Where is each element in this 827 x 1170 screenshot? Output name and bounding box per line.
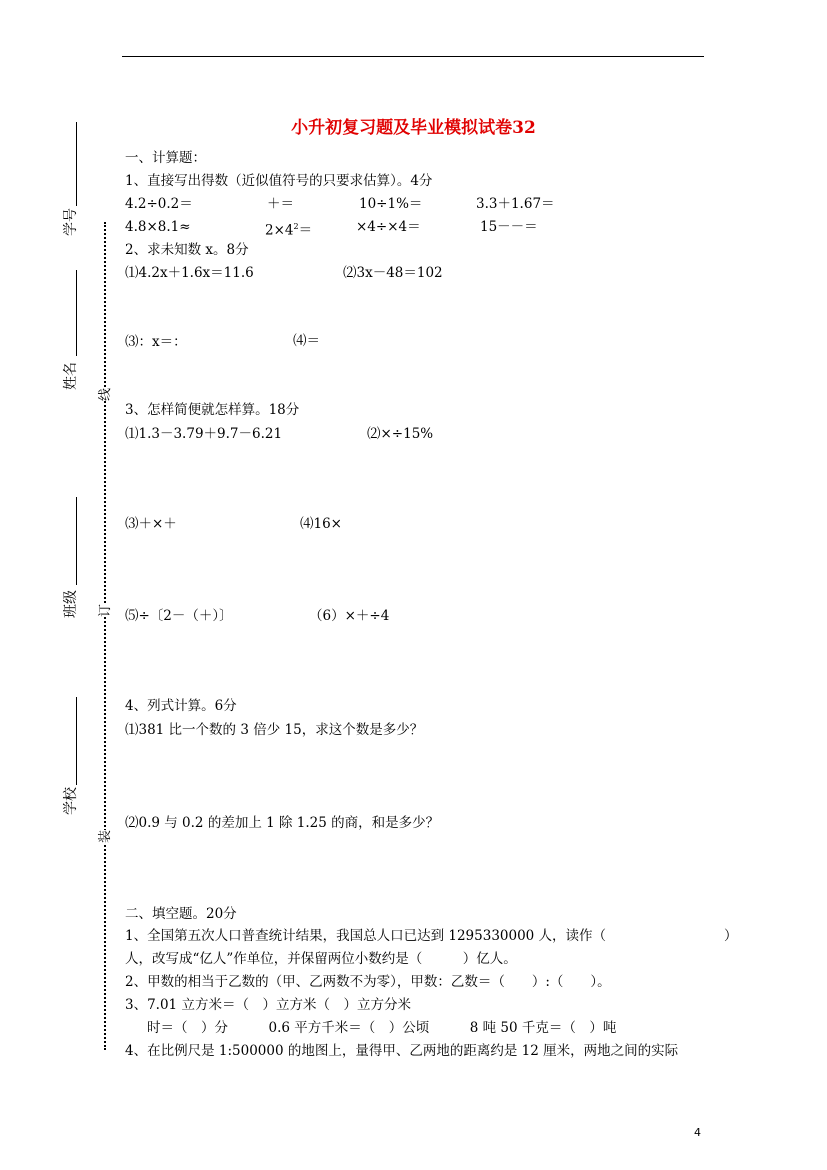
section2-heading: 二、填空题。20分 xyxy=(125,906,237,922)
binding-mark-ding: 订 xyxy=(98,603,114,618)
q1-item: ＋＝ xyxy=(267,196,294,212)
q4-item: ⑴381 比一个数的 3 倍少 15，求这个数是多少？ xyxy=(125,722,424,738)
q1-item: 15－－＝ xyxy=(480,219,538,235)
q1-item: 4.8×8.1≈ xyxy=(125,219,191,235)
class-label: 班级 xyxy=(63,590,79,618)
name-underline xyxy=(76,270,77,356)
q3-item: ⑸÷〔2－（＋）〕 xyxy=(125,608,233,624)
binding-mark-zhuang: 装 xyxy=(98,829,114,844)
q2-item: ⑵3x－48＝102 xyxy=(343,265,443,281)
header-rule xyxy=(122,56,704,57)
q4-item: ⑵0.9 与 0.2 的差加上 1 除 1.25 的商，和是多少？ xyxy=(125,815,440,831)
binding-mark-line: 线 xyxy=(98,387,114,402)
q4-heading: 4、列式计算。6分 xyxy=(125,698,237,714)
fill-q3-line2: 时＝（ ）分 0.6 平方千米＝（ ）公顷 8 吨 50 千克＝（ ）吨 xyxy=(147,1020,617,1036)
section1-heading: 一、计算题： xyxy=(125,150,206,166)
q1-heading: 1、直接写出得数（近似值符号的只要求估算）。4分 xyxy=(125,173,433,189)
page-title: 小升初复习题及毕业模拟试卷32 xyxy=(291,118,536,138)
fill-q2: 2、甲数的相当于乙数的（甲、乙两数不为零），甲数：乙数＝（ ）:（ ）。 xyxy=(125,974,611,990)
q3-item: ⑵×÷15% xyxy=(367,426,434,442)
school-label: 学校 xyxy=(63,787,79,815)
q3-item: （6）×＋÷4 xyxy=(309,608,390,624)
q1-item: 3.3＋1.67＝ xyxy=(476,196,555,212)
q1-item-exponent: 2 xyxy=(293,222,299,231)
q1-item-equals: ＝ xyxy=(298,222,313,239)
q2-heading: 2、求未知数 x。8分 xyxy=(125,242,249,258)
school-underline xyxy=(76,697,77,785)
q1-item: ×4÷×4＝ xyxy=(356,219,421,235)
fill-q1-close: ） xyxy=(724,928,738,944)
q2-item: ⑷＝ xyxy=(293,333,320,349)
class-underline xyxy=(76,497,77,585)
q3-item: ⑷16× xyxy=(300,516,342,532)
q2-item: ⑶：x＝： xyxy=(125,334,187,350)
fill-q1-line1: 1、全国第五次人口普查统计结果，我国总人口已达到 1295330000 人，读作（ xyxy=(125,928,607,944)
name-label: 姓名 xyxy=(63,362,79,390)
q3-item: ⑶＋×＋ xyxy=(125,516,177,532)
q3-item: ⑴1.3－3.79＋9.7－6.21 xyxy=(125,426,283,442)
q3-heading: 3、怎样简便就怎样算。18分 xyxy=(125,402,300,418)
fill-q1-line2: 人，改写成“亿人”作单位，并保留两位小数约是（ ）亿人。 xyxy=(125,951,517,967)
page-number: 4 xyxy=(694,1126,701,1139)
fill-q3-line1: 3、7.01 立方米＝（ ）立方米（ ）立方分米 xyxy=(125,997,411,1013)
q1-item-base: 2×4 xyxy=(265,222,294,239)
q2-item: ⑴4.2x＋1.6x＝11.6 xyxy=(125,265,254,281)
fill-q4-line1: 4、在比例尺是 1:500000 的地图上，量得甲、乙两地的距离约是 12 厘米，两地之间的实际 xyxy=(125,1043,679,1059)
q1-item: 10÷1%＝ xyxy=(359,196,423,212)
q1-item: 4.2÷0.2＝ xyxy=(125,196,193,212)
student-id-label: 学号 xyxy=(63,208,79,236)
q1-item xyxy=(265,218,312,240)
binding-dotted-line xyxy=(104,222,106,1050)
